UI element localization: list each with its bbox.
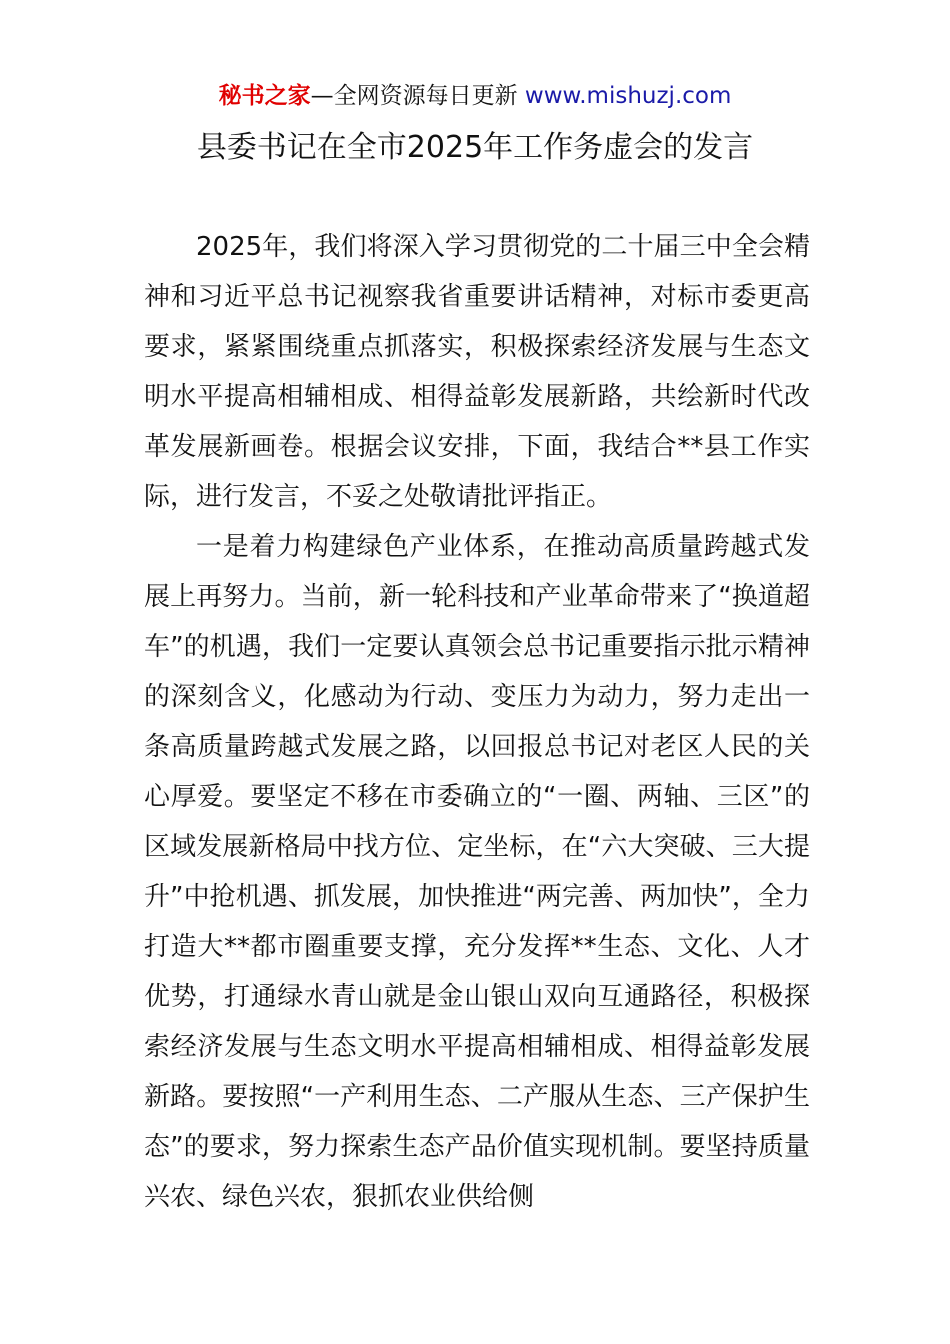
paragraph-point-one: 一是着力构建绿色产业体系，在推动高质量跨越式发展上再努力。当前，新一轮科技和产业革命带来了“换道超车”的机遇，我们一定要认真领会总书记重要指示批示精神的深刻含义，化感动为行动、变压力为动力，努力走出一条高质量跨越式发展之路，以回报总书记对老区人民的关心厚爱。要坚定不移在市委确立的“一圈、两轴、三区”的区域发展新格局中找方位、定坐标，在“六大突破、三大提升”中抢机遇、抓发展，加快推进“两完善、两加快”，全力打造大**都市圈重要支撑，充分发挥**生态、文化、人才优势，打通绿水青山就是金山银山双向互通路径，积极探索经济发展与生态文明水平提高相辅相成、相得益彰发展新路。要按照“一产利用生态、二产服从生态、三产保护生态”的要求，努力探索生态产品价值实现机制。要坚持质量兴农、绿色兴农，狠抓农业供给侧 xyxy=(144,532,810,1212)
brand-name: 秘书之家 xyxy=(218,83,311,109)
brand-slogan: —全网资源每日更新 xyxy=(310,83,525,109)
site-banner xyxy=(0,80,950,112)
document-body xyxy=(144,222,810,1222)
document-title: 县委书记在全市2025年工作务虚会的发言 xyxy=(196,130,754,165)
paragraph-intro: 2025年，我们将深入学习贯彻党的二十届三中全会精神和习近平总书记视察我省重要讲话精神，对标市委更高要求，紧紧围绕重点抓落实，积极探索经济发展与生态文明水平提高相辅相成、相得益彰发展新路，共绘新时代改革发展新画卷。根据会议安排，下面，我结合**县工作实际，进行发言，不妥之处敬请批评指正。 xyxy=(144,232,810,512)
site-url[interactable]: www.mishuzj.com xyxy=(524,83,732,109)
